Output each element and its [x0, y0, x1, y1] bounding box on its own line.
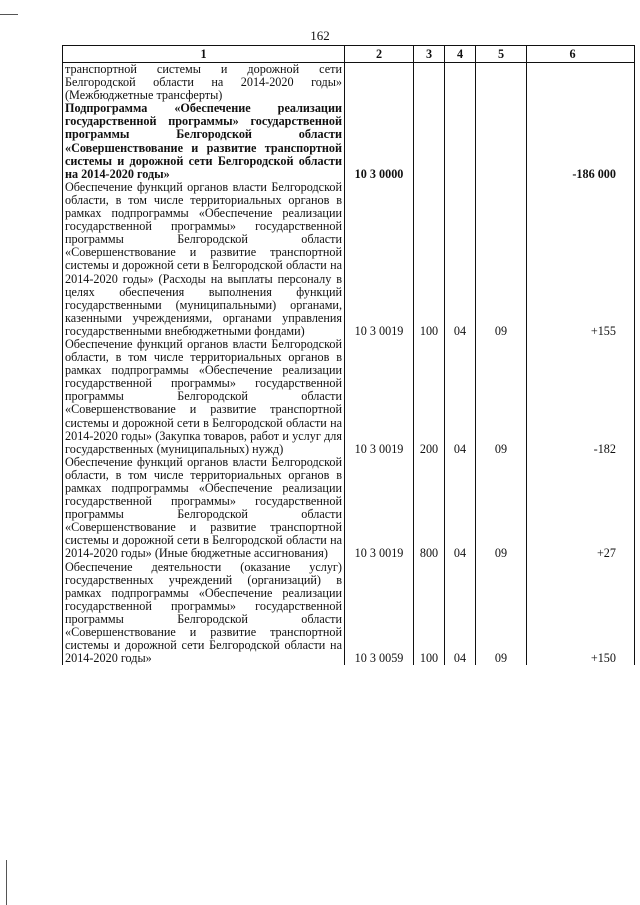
row-code: 10 3 0019 [345, 181, 414, 338]
row-vr [414, 63, 445, 103]
row-pr: 09 [476, 456, 527, 561]
table-row [63, 338, 635, 456]
table-row [63, 181, 635, 338]
scan-edge-mark-left [6, 860, 7, 905]
header-col-6: 6 [527, 46, 635, 63]
row-code [345, 63, 414, 103]
table-header-row [63, 46, 635, 63]
header-col-5: 5 [476, 46, 527, 63]
row-sum: +150 [527, 561, 635, 666]
row-sum: -186 000 [527, 102, 635, 181]
header-col-4: 4 [445, 46, 476, 63]
row-pr [476, 102, 527, 181]
row-vr [414, 102, 445, 181]
page-number: 162 [310, 28, 330, 43]
table-row-subprogram [63, 102, 635, 181]
scan-edge-mark-top [0, 14, 18, 15]
row-rz: 04 [445, 561, 476, 666]
row-name: Обеспечение деятельности (оказание услуг) государственных учреждений (организаций) в рамках подпрограммы «Обеспечение реализации государственной программы» государственной программы Белгородской области «Совершенствование и развитие транспортной системы и дорожной сети Белгородской области на 2014-2020 годы» [63, 561, 345, 666]
row-rz: 04 [445, 338, 476, 456]
row-vr: 200 [414, 338, 445, 456]
row-rz: 04 [445, 181, 476, 338]
row-name: транспортной системы и дорожной сети Белгородской области на 2014-2020 годы» (Межбюджетные трансферты) [63, 63, 345, 103]
row-rz: 04 [445, 456, 476, 561]
row-rz [445, 63, 476, 103]
row-pr: 09 [476, 338, 527, 456]
header-col-3: 3 [414, 46, 445, 63]
row-name: Обеспечение функций органов власти Белгородской области, в том числе территориальных органов в рамках подпрограммы «Обеспечение реализации государственной программы» государственной программы Белгородской области «Совершенствование и развитие транспортной системы и дорожной сети в Белгородской области на 2014-2020 годы» (Расходы на выплаты персоналу в целях обеспечения выполнения функций государственными (муниципальными) органами, казенными учреждениями, органами управления государственными внебюджетными фондами) [63, 181, 345, 338]
row-rz [445, 102, 476, 181]
row-pr: 09 [476, 181, 527, 338]
header-col-2: 2 [345, 46, 414, 63]
row-pr [476, 63, 527, 103]
table-row [63, 456, 635, 561]
row-sum: +155 [527, 181, 635, 338]
row-sum [527, 63, 635, 103]
row-vr: 100 [414, 561, 445, 666]
row-name: Подпрограмма «Обеспечение реализации государственной программы» государственной программы Белгородской области «Совершенствование и развитие транспортной системы и дорожной сети Белгородской области на 2014-2020 годы» [63, 102, 345, 181]
budget-table [62, 45, 635, 665]
row-vr: 100 [414, 181, 445, 338]
row-name: Обеспечение функций органов власти Белгородской области, в том числе территориальных органов в рамках подпрограммы «Обеспечение реализации государственной программы» государственной программы Белгородской области «Совершенствование и развитие транспортной системы и дорожной сети в Белгородской области на 2014-2020 годы» (Закупка товаров, работ и услуг для государственных (муниципальных) нужд) [63, 338, 345, 456]
table-row [63, 63, 635, 103]
row-pr: 09 [476, 561, 527, 666]
row-code: 10 3 0000 [345, 102, 414, 181]
row-code: 10 3 0019 [345, 456, 414, 561]
row-sum: -182 [527, 338, 635, 456]
row-code: 10 3 0059 [345, 561, 414, 666]
row-vr: 800 [414, 456, 445, 561]
row-sum: +27 [527, 456, 635, 561]
header-col-1: 1 [63, 46, 345, 63]
table-row [63, 561, 635, 666]
row-name: Обеспечение функций органов власти Белгородской области, в том числе территориальных органов в рамках подпрограммы «Обеспечение реализации государственной программы» государственной программы Белгородской области «Совершенствование и развитие транспортной системы и дорожной сети в Белгородской области на 2014-2020 годы» (Иные бюджетные ассигнования) [63, 456, 345, 561]
row-code: 10 3 0019 [345, 338, 414, 456]
